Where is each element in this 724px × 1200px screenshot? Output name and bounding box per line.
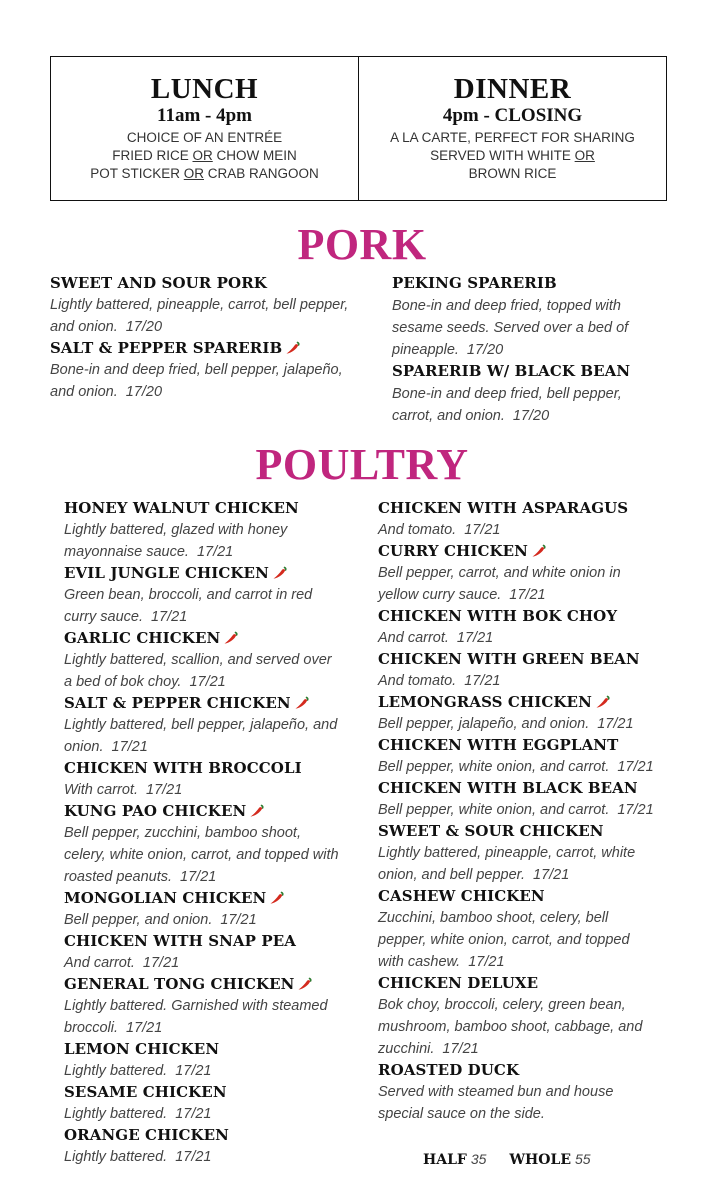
- dinner-line-2: SERVED WITH WHITE OR: [430, 148, 595, 163]
- chili-pepper-icon: [223, 630, 239, 644]
- poultry-right-column: [378, 498, 658, 1125]
- poultry-left-column: [64, 498, 342, 1168]
- menu-item-description: Lightly battered. 17/21: [64, 1063, 212, 1079]
- menu-item-price: 17/20: [512, 408, 550, 424]
- menu-item-price: 17/21: [180, 869, 217, 885]
- menu-item: [64, 974, 342, 1039]
- chili-pepper-icon: [531, 543, 547, 557]
- menu-item-name: GENERAL TONG CHICKEN: [64, 974, 342, 994]
- menu-item-name: HONEY WALNUT CHICKEN: [64, 499, 299, 517]
- menu-item-description: Lightly battered. 17/21: [64, 1106, 212, 1122]
- menu-item: [64, 498, 342, 563]
- lunch-line-2: FRIED RICE OR CHOW MEIN: [112, 148, 297, 163]
- menu-item-description: Lightly battered, pineapple, carrot, white onion, and bell pepper. 17/21: [378, 845, 636, 883]
- menu-item-price: 17/21: [150, 609, 188, 625]
- menu-item: [378, 973, 658, 1060]
- menu-item-price: 17/21: [175, 1149, 212, 1165]
- menu-item-price: 17/20: [466, 342, 504, 358]
- menu-item-name: LEMONGRASS CHICKEN: [378, 692, 658, 712]
- menu-item: [64, 888, 342, 931]
- lunch-line-1: CHOICE OF AN ENTRÉE: [126, 130, 283, 145]
- menu-item-price: 17/21: [175, 1063, 212, 1079]
- menu-item-name: SALT & PEPPER CHICKEN: [64, 693, 342, 713]
- menu-item-description: Bell pepper, white onion, and carrot. 17/21: [378, 759, 654, 775]
- menu-item-description: Bok choy, broccoli, celery, green bean, mushroom, bamboo shoot, cabbage, and zucchini. 17/21: [378, 997, 643, 1057]
- menu-item-description: And carrot. 17/21: [378, 630, 494, 646]
- menu-item-name: ROASTED DUCK: [378, 1061, 520, 1079]
- menu-item-price: 17/21: [220, 912, 257, 928]
- dinner-time: 4pm - CLOSING: [442, 105, 583, 126]
- menu-item: [392, 361, 654, 427]
- menu-item-description: And tomato. 17/21: [378, 522, 501, 538]
- menu-item-name: CHICKEN WITH SNAP PEA: [64, 932, 297, 950]
- menu-item-name: CHICKEN WITH ASPARAGUS: [378, 499, 629, 517]
- menu-item-name: EVIL JUNGLE CHICKEN: [64, 563, 342, 583]
- menu-item-description: Bone-in and deep fried, bell pepper, jalapeño, and onion. 17/20: [50, 362, 343, 400]
- menu-item-price: 17/21: [146, 782, 183, 798]
- dinner-line-3: BROWN RICE: [468, 166, 557, 181]
- menu-item-price: 17/21: [533, 867, 570, 883]
- lunch-line-3: POT STICKER OR CRAB RANGOON: [90, 166, 319, 181]
- menu-item-name: LEMON CHICKEN: [64, 1040, 220, 1058]
- menu-item-description: And carrot. 17/21: [64, 955, 180, 971]
- menu-item-description: Bell pepper, and onion. 17/21: [64, 912, 257, 928]
- menu-item: [392, 273, 654, 361]
- menu-item-name: SALT & PEPPER SPARERIB: [50, 338, 350, 358]
- menu-item: [64, 1125, 342, 1168]
- menu-item-name: CHICKEN DELUXE: [378, 974, 539, 992]
- hours-box: [50, 56, 667, 201]
- menu-item-price: 17/21: [442, 1041, 479, 1057]
- roasted-duck-prices: [423, 1151, 591, 1168]
- menu-item-name: CHICKEN WITH EGGPLANT: [378, 736, 619, 754]
- menu-item-description: Bone-in and deep fried, topped with sesame seeds. Served over a bed of pineapple. 17/20: [392, 298, 629, 358]
- menu-item: [64, 1039, 342, 1082]
- menu-item-name: CURRY CHICKEN: [378, 541, 658, 561]
- menu-item-description: With carrot. 17/21: [64, 782, 183, 798]
- menu-item: [64, 1082, 342, 1125]
- dinner-panel: [358, 57, 666, 200]
- menu-item-price: 17/21: [189, 674, 226, 690]
- chili-pepper-icon: [272, 565, 288, 579]
- menu-item-description: Bone-in and deep fried, bell pepper, carrot, and onion. 17/20: [392, 386, 622, 424]
- menu-item-name: CHICKEN WITH BLACK BEAN: [378, 779, 638, 797]
- menu-item-description: Zucchini, bamboo shoot, celery, bell pepper, white onion, carrot, and topped with cashew. 17/21: [378, 910, 630, 970]
- dinner-title: DINNER: [453, 73, 572, 105]
- menu-item-price: 17/21: [597, 716, 634, 732]
- menu-item: [50, 273, 350, 338]
- menu-item-name: MONGOLIAN CHICKEN: [64, 888, 342, 908]
- chili-pepper-icon: [285, 340, 301, 354]
- menu-item-name: KUNG PAO CHICKEN: [64, 801, 342, 821]
- menu-item-name: CASHEW CHICKEN: [378, 887, 545, 905]
- menu-item: [378, 498, 658, 541]
- half-price: 35: [470, 1151, 487, 1167]
- lunch-title: LUNCH: [150, 73, 259, 105]
- menu-item-description: And tomato. 17/21: [378, 673, 501, 689]
- lunch-time: 11am - 4pm: [157, 105, 252, 126]
- menu-item-price: 17/20: [125, 384, 163, 400]
- menu-item: [378, 1060, 658, 1125]
- dinner-line-1: A LA CARTE, PERFECT FOR SHARING: [390, 130, 635, 145]
- menu-item: [378, 778, 658, 821]
- menu-item-name: PEKING SPARERIB: [392, 274, 557, 292]
- menu-item-price: 17/21: [111, 739, 148, 755]
- menu-item-price: 17/21: [196, 544, 234, 560]
- menu-item-name: SWEET & SOUR CHICKEN: [378, 822, 604, 840]
- chili-pepper-icon: [294, 695, 310, 709]
- menu-item-price: 17/21: [509, 587, 546, 603]
- menu-item-description: Lightly battered. Garnished with steamed broccoli. 17/21: [64, 998, 328, 1036]
- menu-item: [378, 606, 658, 649]
- menu-item: [64, 693, 342, 758]
- menu-item: [378, 692, 658, 735]
- menu-item: [64, 628, 342, 693]
- menu-item: [378, 735, 658, 778]
- menu-item-description: Bell pepper, zucchini, bamboo shoot, celery, white onion, carrot, and topped with roasted peanuts. 17/21: [64, 825, 339, 885]
- menu-item-name: CHICKEN WITH BOK CHOY: [378, 607, 618, 625]
- menu-item: [378, 886, 658, 973]
- menu-item-price: 17/21: [617, 759, 654, 775]
- menu-item-description: Bell pepper, carrot, and white onion in yellow curry sauce. 17/21: [378, 565, 621, 603]
- pork-heading: PORK: [297, 220, 427, 269]
- chili-pepper-icon: [595, 694, 611, 708]
- menu-item-description: Served with steamed bun and house special sauce on the side.: [378, 1084, 614, 1122]
- menu-item-price: 17/21: [464, 673, 501, 689]
- menu-item-name: CHICKEN WITH BROCCOLI: [64, 759, 302, 777]
- menu-item: [378, 541, 658, 606]
- menu-item: [378, 821, 658, 886]
- menu-item-description: Lightly battered, scallion, and served over a bed of bok choy. 17/21: [64, 652, 332, 690]
- menu-item-description: Lightly battered. 17/21: [64, 1149, 212, 1165]
- menu-item-name: ORANGE CHICKEN: [64, 1126, 229, 1144]
- menu-item-price: 17/21: [464, 522, 501, 538]
- menu-item-description: Bell pepper, white onion, and carrot. 17/21: [378, 802, 654, 818]
- menu-item: [50, 338, 350, 403]
- menu-item: [64, 931, 342, 974]
- menu-item-price: 17/21: [456, 630, 494, 646]
- chili-pepper-icon: [249, 803, 265, 817]
- menu-item-name: SWEET AND SOUR PORK: [50, 274, 267, 292]
- menu-item-price: 17/20: [125, 319, 163, 335]
- menu-item: [64, 758, 342, 801]
- menu-item-name: GARLIC CHICKEN: [64, 628, 342, 648]
- menu-item-name: SESAME CHICKEN: [64, 1083, 227, 1101]
- menu-item: [64, 801, 342, 888]
- menu-item-price: 17/21: [142, 955, 180, 971]
- menu-item-description: Bell pepper, jalapeño, and onion. 17/21: [378, 716, 634, 732]
- chili-pepper-icon: [269, 890, 285, 904]
- menu-item: [64, 563, 342, 628]
- menu-item-price: 17/21: [617, 802, 654, 818]
- half-label: HALF: [423, 1152, 467, 1168]
- menu-item-description: Lightly battered, pineapple, carrot, bell pepper, and onion. 17/20: [50, 297, 349, 335]
- whole-price: 55: [575, 1151, 591, 1167]
- pork-right-column: [392, 273, 654, 427]
- menu-item-description: Lightly battered, bell pepper, jalapeño, and onion. 17/21: [64, 717, 338, 755]
- menu-item-description: Green bean, broccoli, and carrot in red curry sauce. 17/21: [64, 587, 313, 625]
- menu-item-price: 17/21: [126, 1020, 163, 1036]
- pork-left-column: [50, 273, 350, 403]
- whole-label: WHOLE: [509, 1152, 571, 1168]
- menu-item-price: 17/21: [468, 954, 505, 970]
- menu-item-name: CHICKEN WITH GREEN BEAN: [378, 650, 640, 668]
- menu-item-price: 17/21: [175, 1106, 212, 1122]
- menu-item: [378, 649, 658, 692]
- lunch-panel: [51, 57, 358, 200]
- menu-item-name: SPARERIB W/ BLACK BEAN: [392, 362, 631, 380]
- menu-item-description: Lightly battered, glazed with honey mayonnaise sauce. 17/21: [64, 522, 288, 560]
- chili-pepper-icon: [297, 976, 313, 990]
- poultry-heading: POULTRY: [255, 440, 469, 489]
